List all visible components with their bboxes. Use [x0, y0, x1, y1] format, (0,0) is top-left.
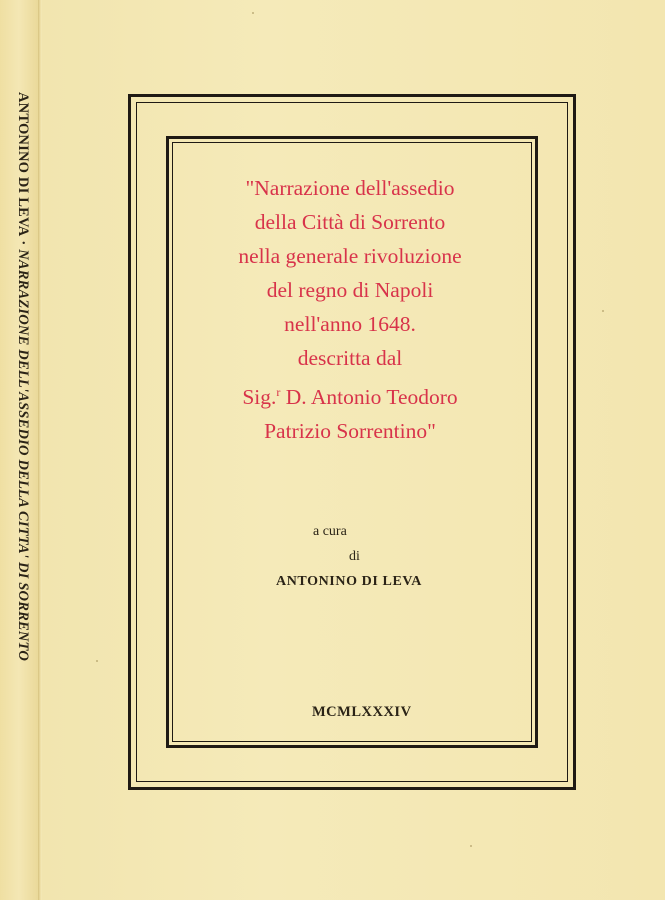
paper-speck: [96, 660, 98, 662]
paper-speck: [252, 12, 254, 14]
paper-speck: [602, 310, 604, 312]
paper-speck: [470, 845, 472, 847]
spine-title: NARRAZIONE DELL'ASSEDIO DELLA CITTA' DI SORRENTO: [15, 249, 31, 661]
title-block: [130, 165, 570, 448]
author-prefix: Sig.: [242, 385, 277, 409]
of-label: di: [349, 549, 360, 564]
spine-separator: ·: [15, 240, 31, 246]
author-superscript: r: [276, 385, 281, 399]
spine-fold: [38, 0, 42, 900]
book-title: [130, 171, 570, 448]
editor-name: ANTONINO DI LEVA: [276, 574, 423, 589]
publication-year: MCMLXXXIV: [312, 704, 412, 720]
author-rest: D. Antonio Teodoro: [280, 385, 458, 409]
title-line: Patrizio Sorrentino": [264, 419, 436, 443]
spine-text: [7, 92, 31, 812]
spine-author: ANTONINO DI LEVA: [15, 92, 31, 237]
title-line: descritta dal: [297, 346, 403, 370]
title-line: "Narrazione dell'assedio: [245, 176, 455, 200]
edited-by-label: a cura: [313, 524, 347, 539]
title-line-author: [130, 375, 570, 414]
title-line: della Città di Sorrento: [254, 210, 446, 234]
title-line: nell'anno 1648.: [284, 312, 416, 336]
title-line: nella generale rivoluzione: [238, 244, 462, 268]
title-line: del regno di Napoli: [266, 278, 434, 302]
